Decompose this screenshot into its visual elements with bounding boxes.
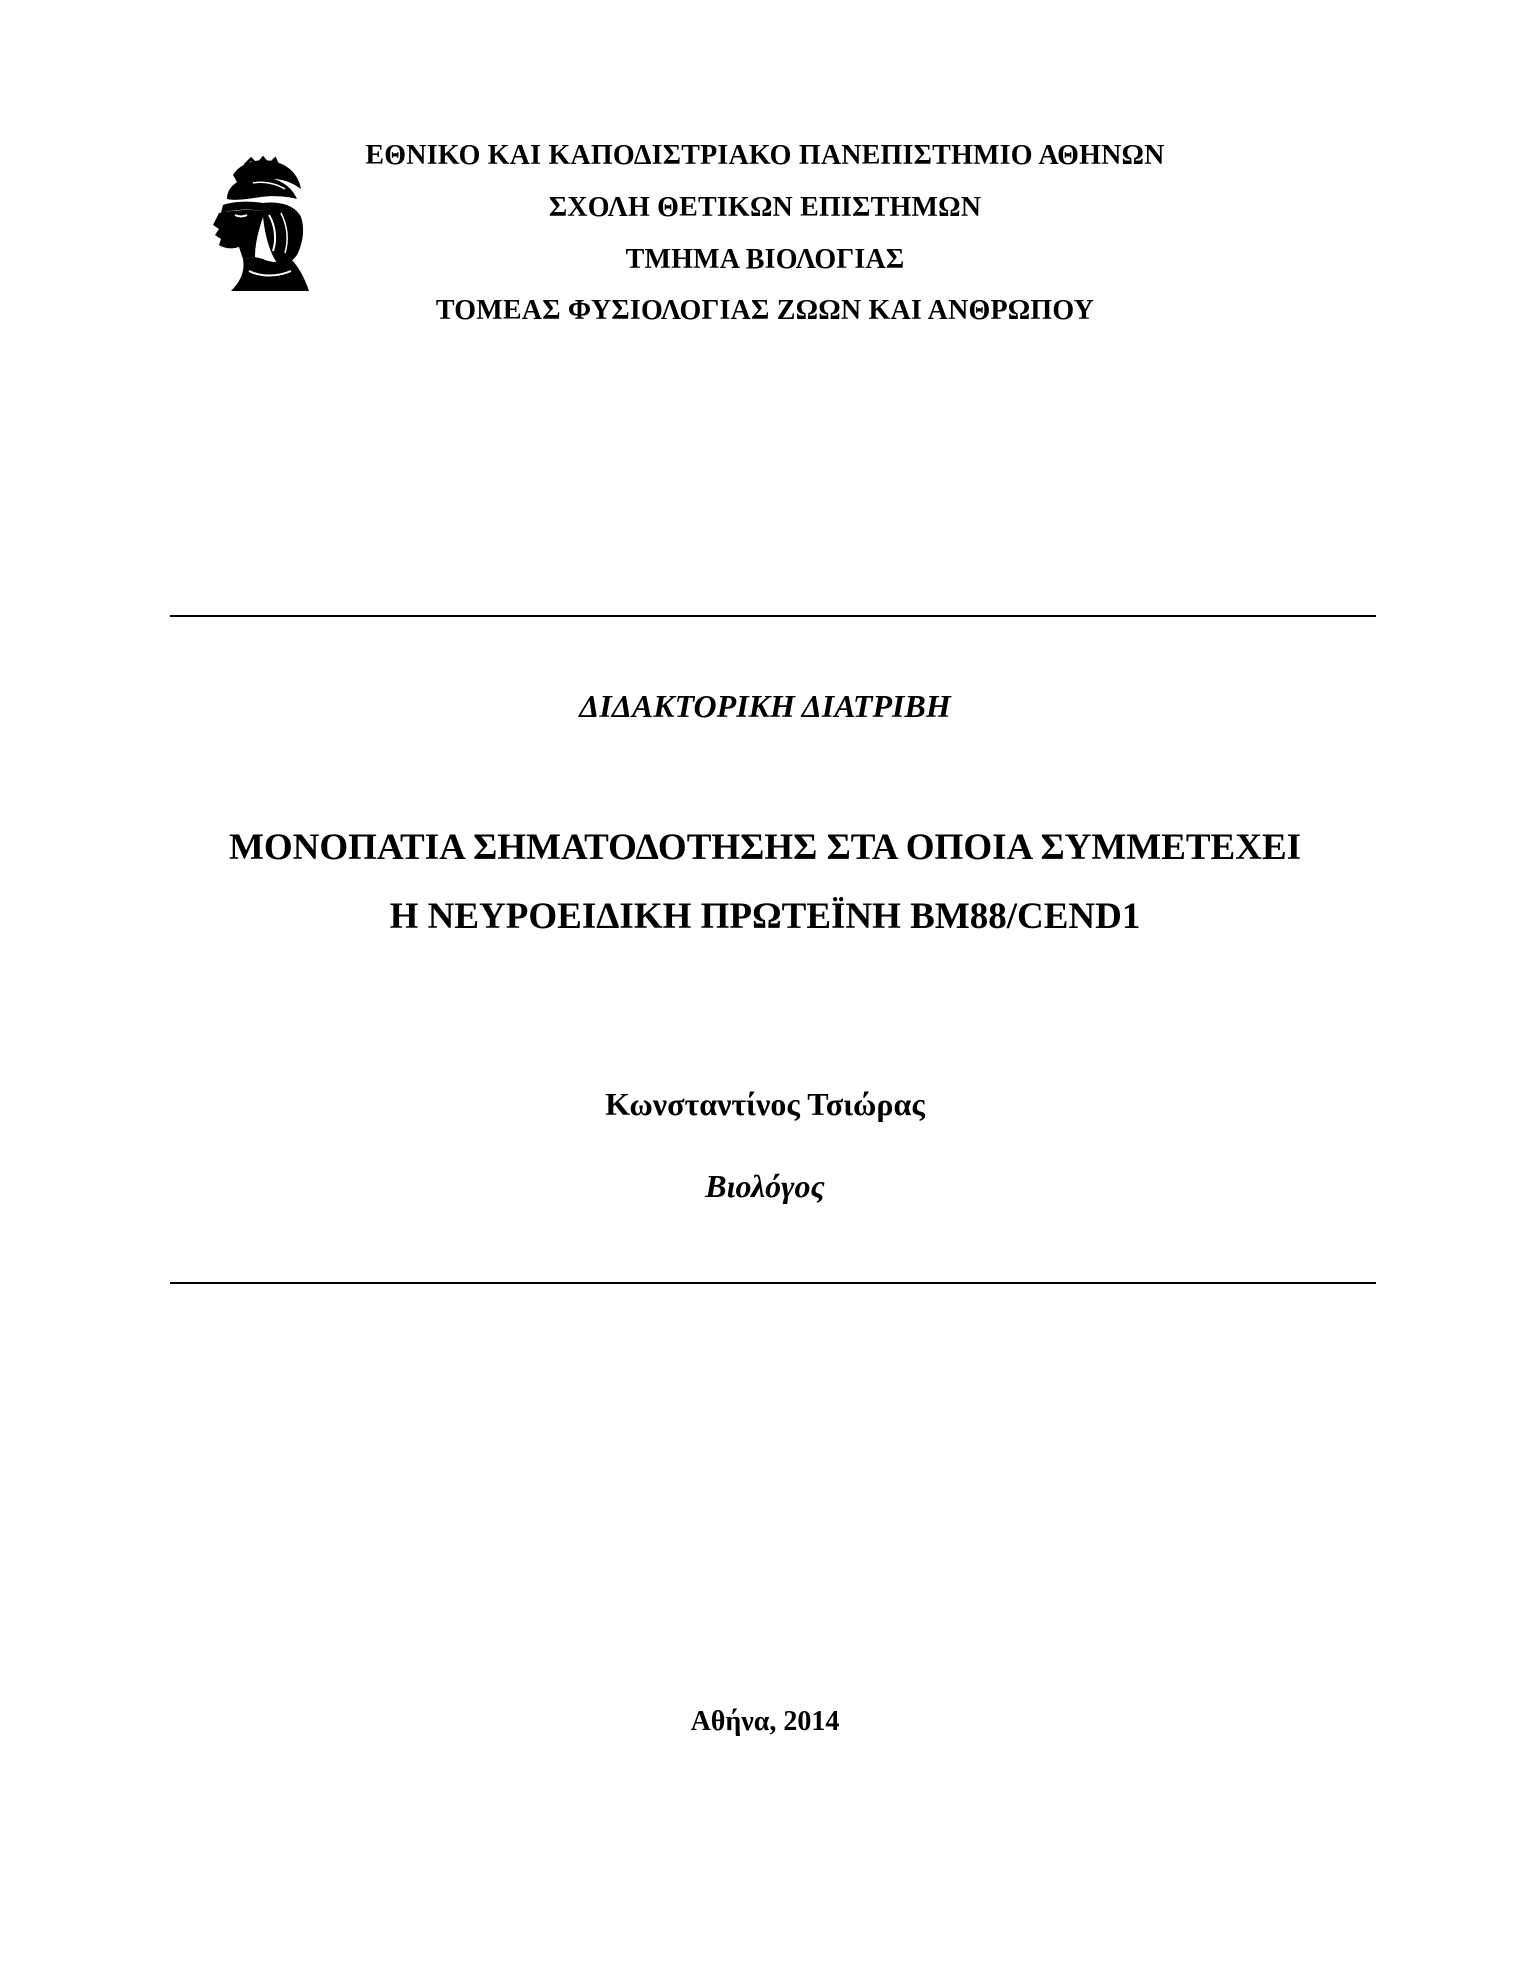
author-profession: Βιολόγος xyxy=(705,1168,825,1204)
author-name: Κωνσταντίνος Τσιώρας xyxy=(605,1086,925,1122)
place-and-date: Αθήνα, 2014 xyxy=(690,1706,840,1737)
top-divider xyxy=(170,615,1376,617)
department-name: ΤΜΗΜΑ ΒΙΟΛΟΓΙΑΣ xyxy=(625,244,905,275)
thesis-title-line-1: ΜΟΝΟΠΑΤΙΑ ΣΗΜΑΤΟΔΟΤΗΣΗΣ ΣΤΑ ΟΠΟΙΑ ΣΥΜΜΕΤΕΧΕΙ xyxy=(228,827,1302,868)
thesis-title-line-2: Η ΝΕΥΡΟΕΙΔΙΚΗ ΠΡΩΤΕΪΝΗ BM88/CEND1 xyxy=(389,896,1141,937)
bottom-divider xyxy=(170,1282,1376,1284)
school-name: ΣΧΟΛΗ ΘΕΤΙΚΩΝ ΕΠΙΣΤΗΜΩΝ xyxy=(548,192,982,223)
section-name: ΤΟΜΕΑΣ ΦΥΣΙΟΛΟΓΙΑΣ ΖΩΩΝ ΚΑΙ ΑΝΘΡΩΠΟΥ xyxy=(435,295,1095,326)
university-name: ΕΘΝΙΚΟ ΚΑΙ ΚΑΠΟΔΙΣΤΡΙΑΚΟ ΠΑΝΕΠΙΣΤΗΜΙΟ ΑΘΗΝΩΝ xyxy=(365,140,1165,171)
thesis-type: ΔΙΔΑΚΤΟΡΙΚΗ ΔΙΑΤΡΙΒΗ xyxy=(579,688,951,724)
